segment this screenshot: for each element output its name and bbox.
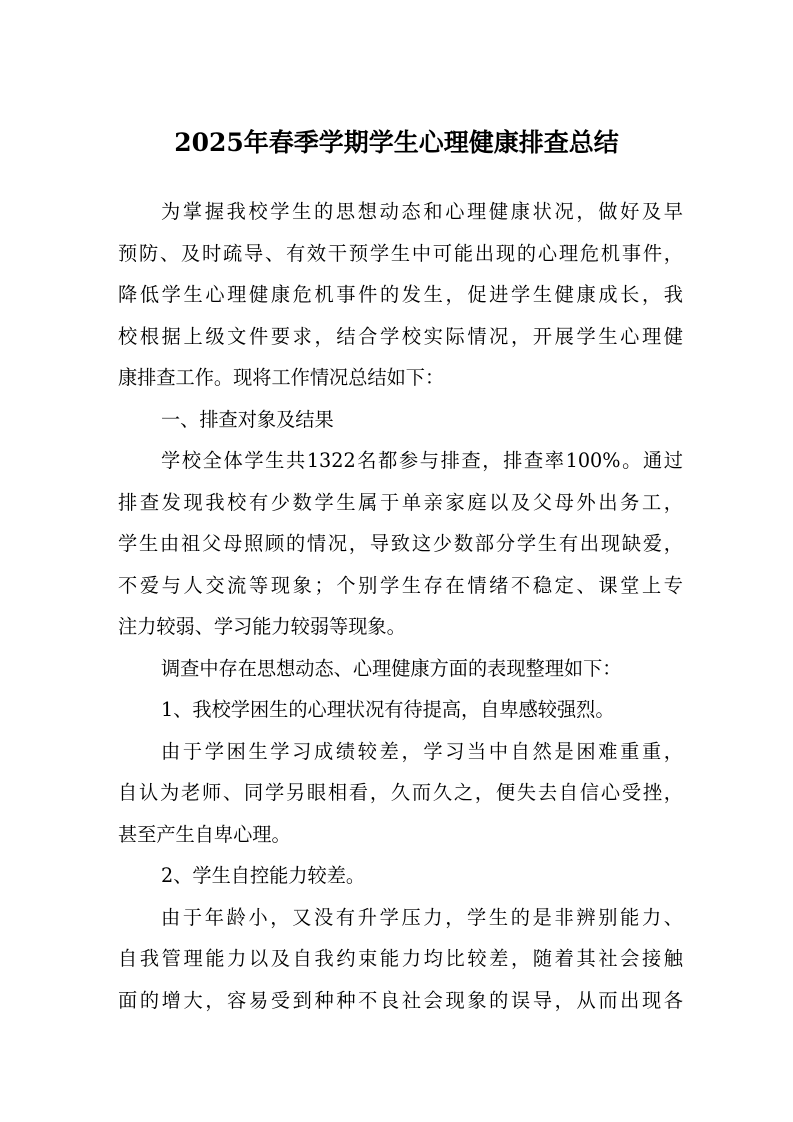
text-line: 学校全体学生共1322名都参与排查，排查率100%。通过 [161, 449, 683, 472]
document-title: 2025年春季学期学生心理健康排查总结 [174, 128, 619, 157]
text-line: 调查中存在思想动态、心理健康方面的表现整理如下： [161, 656, 622, 680]
list-point-1 [118, 689, 683, 731]
text-line: 2、学生自控能力较差。 [161, 864, 366, 887]
text-line: 自认为老师、同学另眼相看，久而久之，便失去自信心受挫， [118, 781, 683, 804]
text-line: 1、我校学困生的心理状况有待提高，自卑感较强烈。 [161, 698, 615, 721]
text-line: 排查发现我校有少数学生属于单亲家庭以及父母外出务工， [118, 490, 683, 514]
text-line: 为掌握我校学生的思想动态和心理健康状况，做好及早 [161, 200, 683, 223]
text-line: 由于学困生学习成绩较差，学习当中自然是困难重重， [161, 739, 683, 763]
text-line: 校根据上级文件要求，结合学校实际情况，开展学生心理健 [118, 324, 683, 348]
paragraph-summary-intro [118, 648, 683, 690]
list-point-2 [118, 855, 683, 897]
section-heading [118, 399, 683, 441]
text-line: 不爱与人交流等现象；个别学生存在情绪不稳定、课堂上专 [118, 573, 683, 597]
paragraph-intro [118, 191, 683, 399]
paragraph-result [118, 440, 683, 648]
text-line: 预防、及时疏导、有效干预学生中可能出现的心理危机事件， [118, 241, 683, 265]
text-line: 学生由祖父母照顾的情况，导致这少数部分学生有出现缺爱， [118, 532, 683, 555]
paragraph-point-2-detail [118, 897, 683, 1022]
text-line: 甚至产生自卑心理。 [118, 822, 291, 846]
paragraph-point-1-detail [118, 731, 683, 856]
text-line: 自我管理能力以及自我约束能力均比较差，随着其社会接触 [118, 947, 683, 970]
text-line: 面的增大，容易受到种种不良社会现象的误导，从而出现各 [118, 988, 683, 1012]
text-line: 注力较弱、学习能力较弱等现象。 [118, 615, 406, 638]
text-line: 康排查工作。现将工作情况总结如下： [118, 366, 445, 389]
text-line: 由于年龄小，又没有升学压力，学生的是非辨别能力、 [161, 905, 683, 929]
text-line: 一、排查对象及结果 [161, 407, 334, 431]
text-line: 降低学生心理健康危机事件的发生，促进学生健康成长，我 [118, 283, 683, 306]
document-body [118, 191, 683, 1021]
